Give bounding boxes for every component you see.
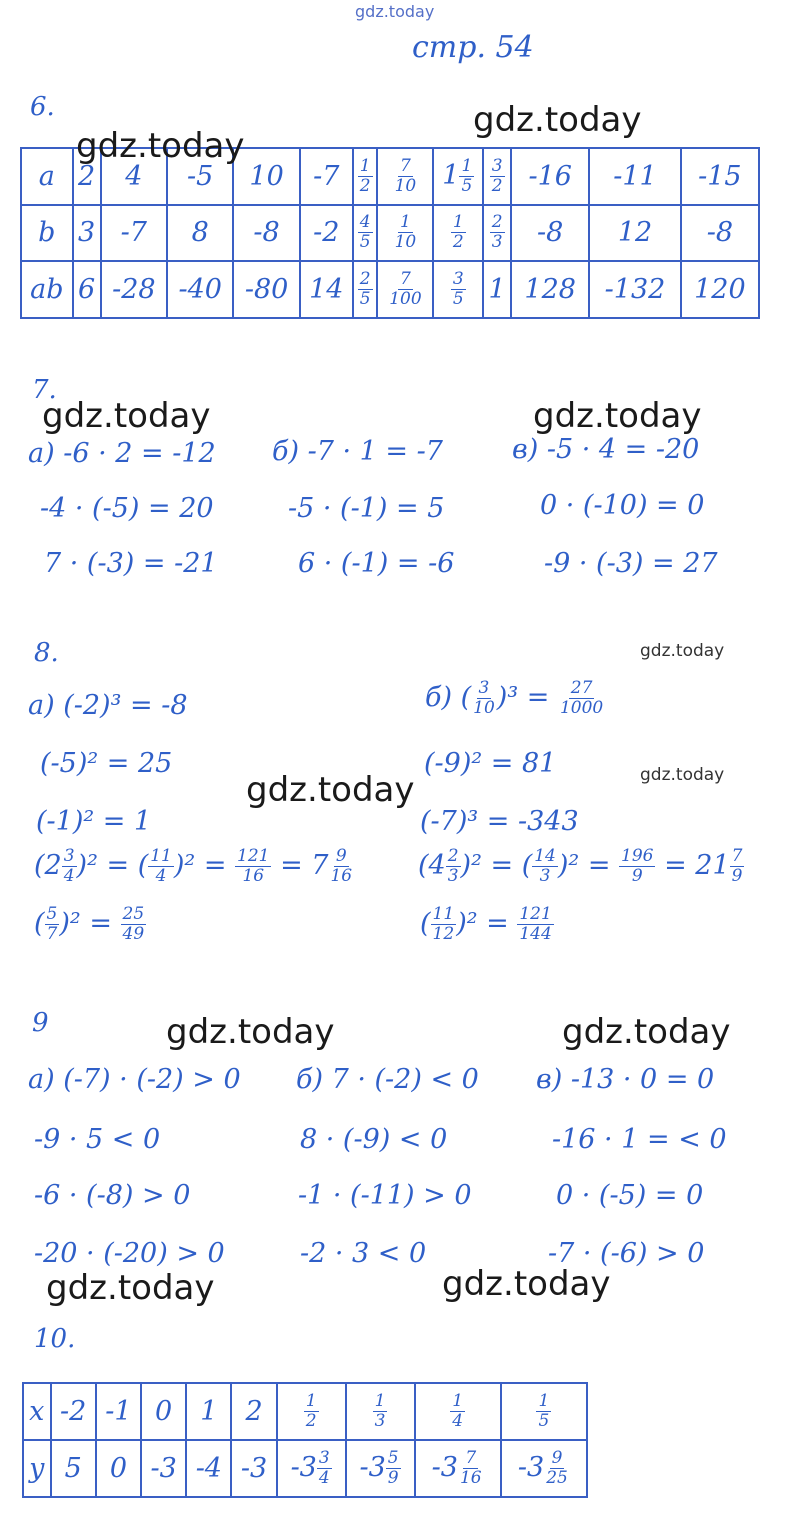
task10-cell: y: [23, 1440, 51, 1497]
fraction: [393, 214, 419, 251]
fraction: [387, 271, 423, 308]
task6-cell: [433, 148, 483, 205]
fraction: [490, 214, 505, 251]
task8-right-l3: (-7)³ = -343: [420, 806, 579, 837]
task10-cell: [277, 1383, 346, 1440]
numerator: 4: [359, 212, 371, 233]
task9-c-line4: -7 · (-6) > 0: [548, 1238, 705, 1269]
task6-cell: 14: [300, 261, 353, 318]
task6-cell: [353, 148, 378, 205]
fraction: [358, 155, 373, 196]
task10-cell: 5: [51, 1440, 96, 1497]
numerator: 1: [538, 1391, 550, 1411]
fraction: [490, 155, 505, 196]
task6-cell: -40: [167, 261, 233, 318]
task6-cell: a: [21, 148, 73, 205]
fraction: [544, 1450, 570, 1487]
task6-cell: 8: [167, 205, 233, 262]
task6-cell: -11: [589, 148, 680, 205]
fraction-whole: -3: [290, 1452, 317, 1483]
watermark: gdz.today: [640, 765, 725, 785]
task7-c-line1: в) -5 · 4 = -20: [512, 434, 700, 465]
task10-cell: 2: [231, 1383, 276, 1440]
task10-cell: [501, 1440, 587, 1497]
task6-cell: -15: [681, 148, 759, 205]
task10-row: [23, 1383, 587, 1440]
watermark: gdz.today: [76, 126, 245, 166]
numerator: 3: [491, 155, 503, 176]
numerator: 1: [359, 155, 371, 176]
task9-a-line1: а) (-7) · (-2) > 0: [28, 1064, 241, 1095]
task6-row: [21, 205, 759, 262]
denominator: 5: [461, 175, 473, 196]
denominator: 4: [452, 1411, 464, 1431]
task9-c-line2: -16 · 1 = < 0: [552, 1124, 727, 1155]
task10-table: [22, 1382, 588, 1498]
task9-a-line2: -9 · 5 < 0: [34, 1124, 161, 1155]
watermark: gdz.today: [533, 396, 702, 436]
numerator: 3: [452, 269, 464, 290]
top-watermark: gdz.today: [355, 2, 435, 21]
task7-b-line2: -5 · (-1) = 5: [288, 493, 445, 524]
task6-cell: 128: [511, 261, 589, 318]
task9-a-line3: -6 · (-8) > 0: [34, 1180, 191, 1211]
task6-cell: -7: [101, 205, 167, 262]
fraction-whole: -3: [517, 1452, 545, 1483]
numerator: 1: [400, 212, 411, 233]
task7-a-line1: а) -6 · 2 = -12: [28, 438, 216, 469]
task9-number: 9: [32, 1008, 49, 1038]
task7-number: 7.: [32, 375, 57, 405]
numerator: 2: [359, 269, 371, 290]
numerator: 1: [452, 212, 464, 233]
task10-number: 10.: [34, 1324, 76, 1354]
task7-b-line1: б) -7 · 1 = -7: [272, 436, 443, 467]
numerator: 2: [491, 212, 503, 233]
denominator: 4: [318, 1468, 330, 1488]
task6-cell: [433, 261, 483, 318]
page-label: стр. 54: [412, 30, 534, 65]
fraction: [386, 1450, 401, 1487]
task6-cell: -16: [511, 148, 589, 205]
task8-left-l1: а) (-2)³ = -8: [28, 690, 188, 721]
task10-cell: [501, 1383, 587, 1440]
task6-cell: [377, 205, 433, 262]
task6-cell: 4: [101, 148, 167, 205]
task10-cell: 0: [141, 1383, 186, 1440]
task6-cell: -132: [589, 261, 680, 318]
task8-left-l5: ( $\frac{5}{7}$ )² = $\frac{25}{49}$: [34, 904, 145, 944]
denominator: 2: [305, 1411, 317, 1431]
numerator: 7: [400, 269, 411, 290]
denominator: 9: [387, 1468, 399, 1488]
task10-cell: [346, 1383, 415, 1440]
task10-cell: x: [23, 1383, 51, 1440]
watermark: gdz.today: [46, 1268, 215, 1308]
watermark: gdz.today: [246, 770, 415, 810]
task10-cell: [346, 1440, 415, 1497]
task6-row: [21, 261, 759, 318]
task8-number: 8.: [34, 638, 59, 668]
denominator: 3: [491, 232, 503, 253]
watermark: gdz.today: [473, 100, 642, 140]
fraction: [358, 214, 373, 251]
task9-c-line1: в) -13 · 0 = 0: [536, 1064, 715, 1095]
task6-cell: -8: [681, 205, 759, 262]
task6-cell: -80: [233, 261, 299, 318]
task6-cell: ab: [21, 261, 73, 318]
fraction: [450, 1393, 465, 1430]
task10-row: [23, 1440, 587, 1497]
fraction: [373, 1393, 388, 1430]
task6-cell: 10: [233, 148, 299, 205]
denominator: 25: [546, 1468, 568, 1488]
fraction: [451, 214, 466, 251]
fraction: [451, 271, 466, 308]
task10-cell: [277, 1440, 346, 1497]
task6-number: 6.: [30, 92, 55, 122]
denominator: 10: [394, 175, 417, 196]
task6-cell: 120: [681, 261, 759, 318]
task6-cell: [353, 261, 378, 318]
denominator: 5: [359, 289, 371, 310]
task9-b-line1: б) 7 · (-2) < 0: [296, 1064, 479, 1095]
task10-cell: -3: [231, 1440, 276, 1497]
task6-cell: b: [21, 205, 73, 262]
fraction: [317, 1450, 332, 1487]
task6-cell: 2: [73, 148, 101, 205]
task7-c-line2: 0 · (-10) = 0: [540, 490, 705, 521]
watermark: gdz.today: [562, 1012, 731, 1052]
task6-table: [20, 147, 760, 319]
fraction: [536, 1393, 551, 1430]
task7-b-line3: 6 · (-1) = -6: [298, 548, 455, 579]
task10-cell: -2: [51, 1383, 96, 1440]
denominator: 100: [389, 289, 422, 310]
task9-b-line3: -1 · (-11) > 0: [298, 1180, 472, 1211]
task6-cell: -8: [233, 205, 299, 262]
denominator: 5: [359, 232, 371, 253]
task10-cell: 0: [96, 1440, 141, 1497]
task6-cell: [353, 205, 378, 262]
task10-cell: [415, 1440, 501, 1497]
task6-cell: -28: [101, 261, 167, 318]
numerator: 1: [305, 1391, 317, 1411]
fraction-whole: -3: [431, 1452, 458, 1483]
task6-cell: -8: [511, 205, 589, 262]
task6-cell: -2: [300, 205, 353, 262]
task6-cell: 6: [73, 261, 101, 318]
task10-cell: -4: [186, 1440, 231, 1497]
fraction: [458, 1450, 484, 1487]
task6-cell: -5: [167, 148, 233, 205]
denominator: 2: [452, 232, 464, 253]
task6-cell: [483, 148, 511, 205]
numerator: 7: [465, 1448, 477, 1468]
fraction-whole: -3: [359, 1452, 386, 1483]
denominator: 5: [452, 289, 464, 310]
numerator: 1: [452, 1391, 464, 1411]
numerator: 3: [318, 1448, 330, 1468]
task9-b-line2: 8 · (-9) < 0: [300, 1124, 448, 1155]
watermark: gdz.today: [442, 1264, 611, 1304]
numerator: 1: [374, 1391, 386, 1411]
denominator: 5: [538, 1411, 550, 1431]
task10-cell: 1: [186, 1383, 231, 1440]
task9-a-line4: -20 · (-20) > 0: [34, 1238, 225, 1269]
task7-a-line3: 7 · (-3) = -21: [44, 548, 218, 579]
fraction: [393, 155, 419, 196]
fraction: [459, 155, 474, 196]
numerator: 1: [461, 155, 473, 176]
task6-cell: 3: [73, 205, 101, 262]
fraction: [304, 1393, 319, 1430]
denominator: 10: [394, 232, 417, 253]
task6-cell: 12: [589, 205, 680, 262]
task6-cell: -7: [300, 148, 353, 205]
task6-cell: [483, 205, 511, 262]
denominator: 2: [491, 175, 503, 196]
task8-left-l4: (2 $\frac{3}{4}$ )² = ( $\frac{11}{4}$ )² = $\frac{121}{16}$ = 7 $\frac{9}{16}$: [34, 846, 353, 886]
task10-cell: [415, 1383, 501, 1440]
task8-right-l2: (-9)² = 81: [424, 748, 557, 779]
task6-cell: [433, 205, 483, 262]
denominator: 3: [374, 1411, 386, 1431]
task8-right-l5: ( $\frac{11}{12}$ )² = $\frac{121}{144}$: [420, 904, 552, 944]
numerator: 7: [400, 155, 411, 176]
watermark: gdz.today: [42, 396, 211, 436]
task9-b-line4: -2 · 3 < 0: [300, 1238, 427, 1269]
numerator: 5: [387, 1448, 399, 1468]
task9-c-line3: 0 · (-5) = 0: [556, 1180, 704, 1211]
watermark: gdz.today: [640, 641, 725, 661]
task6-cell: [377, 148, 433, 205]
fraction: [358, 271, 373, 308]
task8-right-l1: б) ( $\frac{3}{10}$ )³ = $\frac{27}{1000}$: [425, 678, 604, 718]
numerator: 9: [551, 1448, 563, 1468]
task6-cell: 1: [483, 261, 511, 318]
task8-left-l2: (-5)² = 25: [40, 748, 173, 779]
fraction-whole: 1: [442, 159, 460, 191]
denominator: 2: [359, 175, 371, 196]
task10-cell: -3: [141, 1440, 186, 1497]
task8-right-l4: (4 $\frac{2}{3}$ )² = ( $\frac{14}{3}$ )² = $\frac{196}{9}$ = 21 $\frac{7}{9}$: [418, 846, 743, 886]
denominator: 16: [459, 1468, 482, 1488]
task6-cell: [377, 261, 433, 318]
task7-c-line3: -9 · (-3) = 27: [544, 548, 718, 579]
watermark: gdz.today: [166, 1012, 335, 1052]
task7-a-line2: -4 · (-5) = 20: [40, 493, 214, 524]
task8-left-l3: (-1)² = 1: [36, 806, 152, 837]
task10-cell: -1: [96, 1383, 141, 1440]
